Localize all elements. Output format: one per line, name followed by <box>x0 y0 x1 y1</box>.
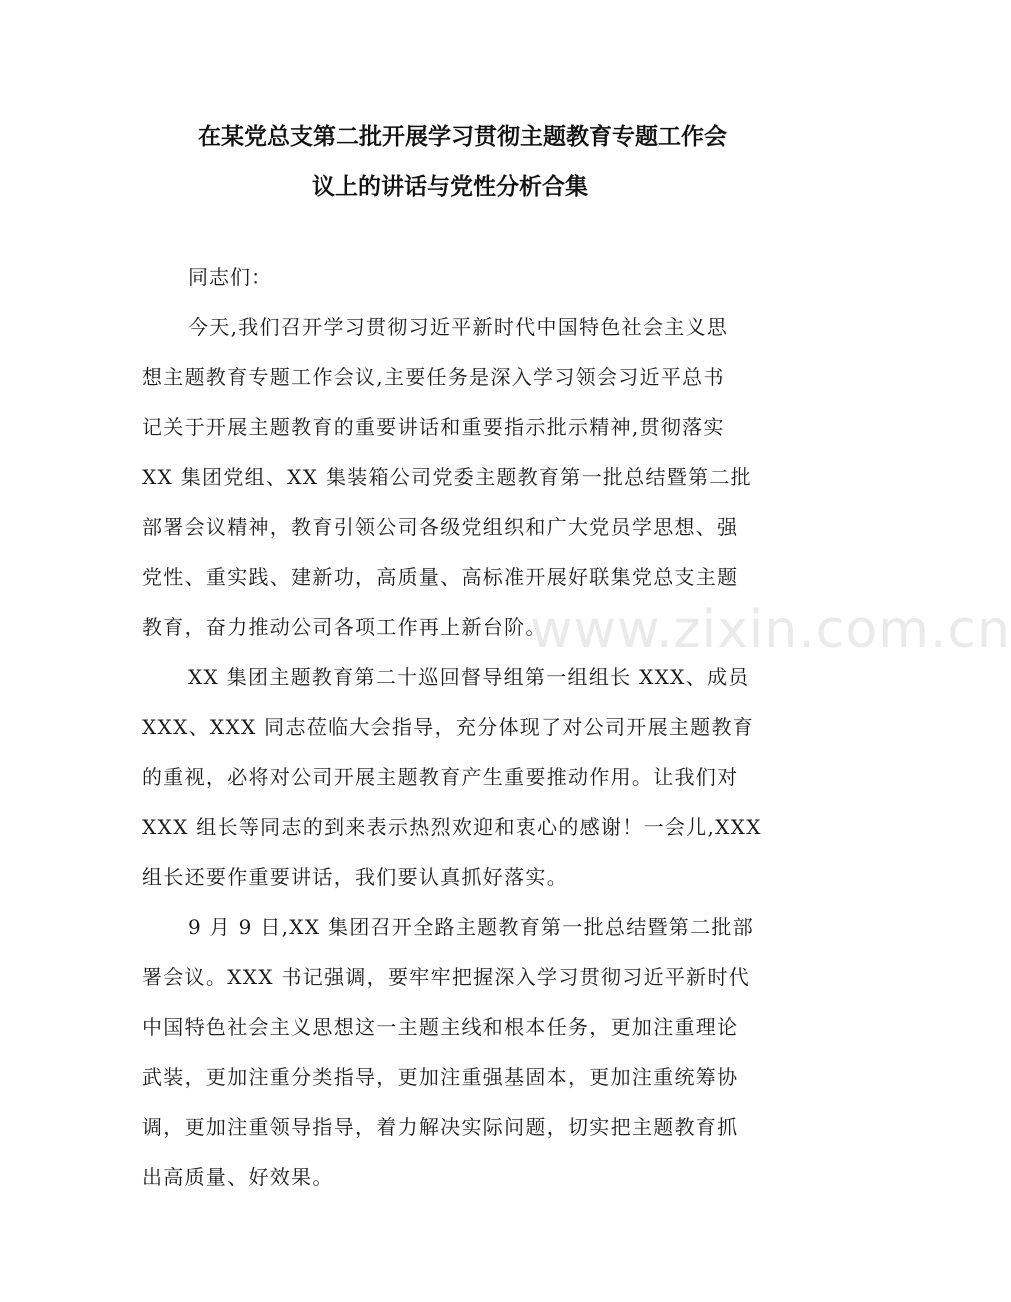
paragraph-line: 今天,我们召开学习贯彻习近平新时代中国特色社会主义思 <box>188 315 729 339</box>
paragraph-1 <box>142 302 782 652</box>
paragraph-line: 记关于开展主题教育的重要讲话和重要指示批示精神,贯彻落实 <box>142 415 725 439</box>
paragraph-line: 调，更加注重领导指导，着力解决实际问题，切实把主题教育抓 <box>142 1115 739 1139</box>
document-title <box>140 112 820 212</box>
paragraph-line: XX 集团主题教育第二十巡回督导组第一组组长 XXX、成员 <box>188 665 750 689</box>
document-body <box>142 252 782 1202</box>
paragraph-line: 党性、重实践、建新功，高质量、高标准开展好联集党总支主题 <box>142 565 739 589</box>
salutation: 同志们： <box>188 265 272 289</box>
watermark: www.zixin.com.cn <box>530 600 1011 660</box>
paragraph-line: 组长还要作重要讲话，我们要认真抓好落实。 <box>142 865 568 889</box>
title-line-2: 议上的讲话与党性分析合集 <box>312 174 588 200</box>
paragraph-line: 的重视，必将对公司开展主题教育产生重要推动作用。让我们对 <box>142 765 739 789</box>
paragraph-line: 武装，更加注重分类指导，更加注重强基固本，更加注重统筹协 <box>142 1065 739 1089</box>
paragraph-line: 部署会议精神，教育引领公司各级党组织和广大党员学思想、强 <box>142 515 739 539</box>
paragraph-line: 想主题教育专题工作会议,主要任务是深入学习领会习近平总书 <box>142 365 725 389</box>
paragraph-2 <box>142 652 782 902</box>
paragraph-line: 中国特色社会主义思想这一主题主线和根本任务，更加注重理论 <box>142 1015 739 1039</box>
paragraph-line: 署会议。XXX 书记强调，要牢牢把握深入学习贯彻习近平新时代 <box>142 965 751 989</box>
paragraph-line: 出高质量、好效果。 <box>142 1165 334 1189</box>
paragraph-line: 9 月 9 日,XX 集团召开全路主题教育第一批总结暨第二批部 <box>188 915 755 939</box>
paragraph-3 <box>142 902 782 1202</box>
title-line-1: 在某党总支第二批开展学习贯彻主题教育专题工作会 <box>198 124 727 150</box>
paragraph-line: XXX、XXX 同志莅临大会指导，充分体现了对公司开展主题教育 <box>142 715 755 739</box>
paragraph-line: XX 集团党组、XX 集装箱公司党委主题教育第一批总结暨第二批 <box>142 465 752 489</box>
paragraph-line: 教育，奋力推动公司各项工作再上新台阶。 <box>142 615 547 639</box>
paragraph-line: XXX 组长等同志的到来表示热烈欢迎和衷心的感谢！一会儿,XXX <box>142 815 762 839</box>
